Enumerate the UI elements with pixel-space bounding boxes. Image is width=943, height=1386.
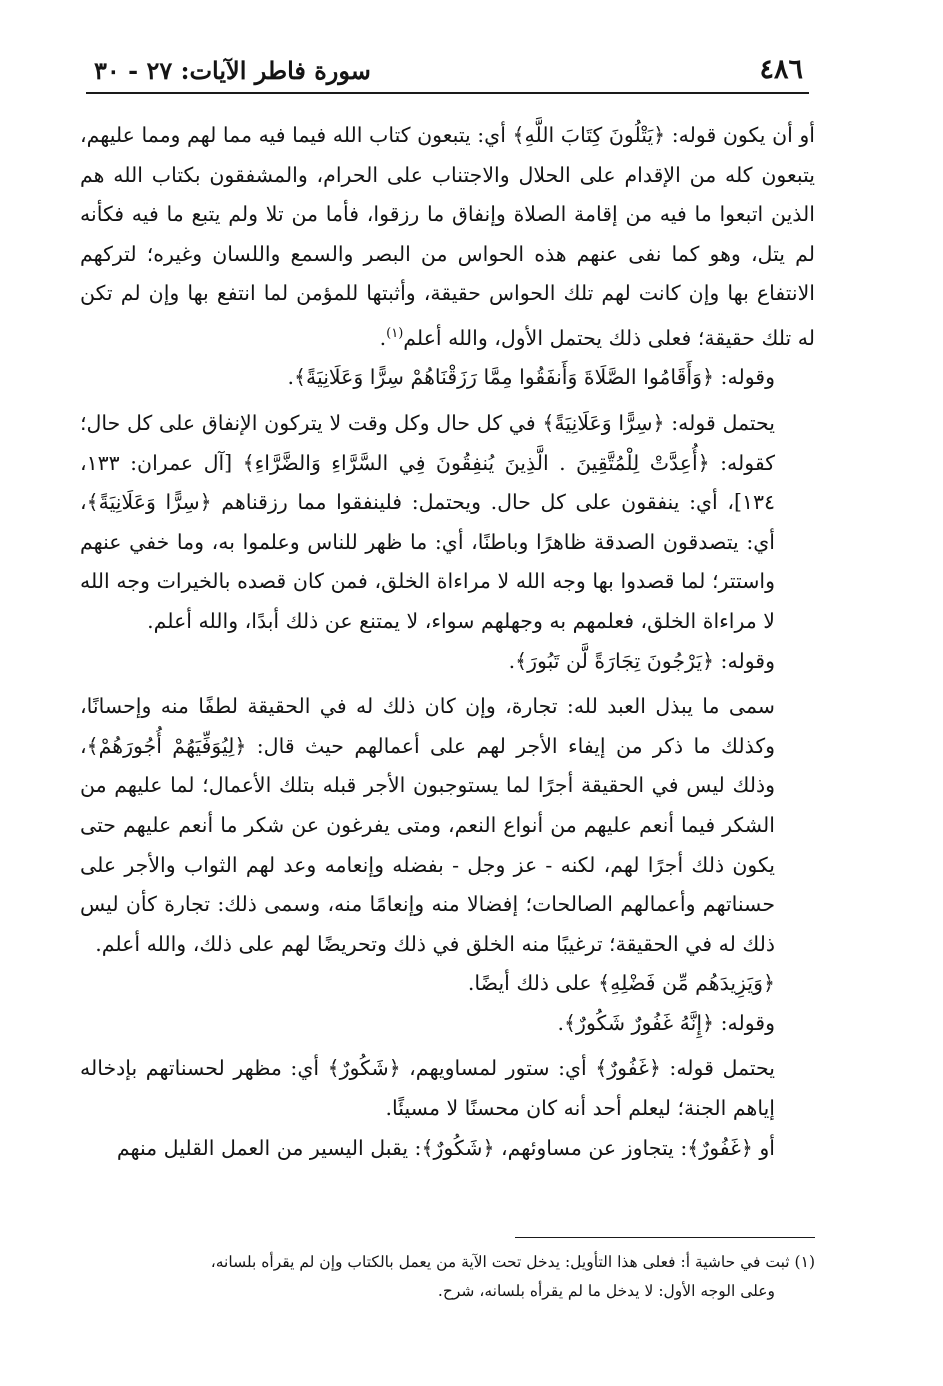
paragraph: سمى ما يبذل العبد لله: تجارة، وإن كان ذلك له في الحقيقة لطفًا منه وإحسانًا، وكذلك ما ذكر من إيفاء الأجر لهم على أعمالهم حيث قال: ﴿لِيُوَفِّيَهُمْ أُجُورَهُمْ﴾، وذلك ليس في الحقيقة أجرًا لما يستوجبون الأجر قبله بتلك الأعمال؛ لما عليهم من الشكر فيما أنعم عليهم من أنواع النعم، ومتى يفرغون عن شكر ما أنعم عليهم حتى يكون ذلك أجرًا لهم، لكنه - عز وجل - بفضله وإنعامه وعد لهم الثواب والأجر على حسناتهم وأعمالهم الصالحات؛ إفضالا منه وإنعامًا منه، وسمى ذلك: تجارة كأن ليس ذلك له في الحقيقة؛ ترغيبًا منه الخلق في ذلك وتحريضًا لهم على ذلك، والله أعلم.: [80, 694, 775, 956]
running-title: سورة فاطر الآيات: ٢٧ - ٣٠: [94, 56, 371, 85]
paragraph: وقوله: ﴿إِنَّهُ غَفُورٌ شَكُورٌ﴾.: [557, 1010, 775, 1035]
paragraph: أو ﴿غَفُورٌ﴾: يتجاوز عن مساوئهم، ﴿شَكُورٌ﴾: يقبل اليسير من العمل القليل منهم: [116, 1135, 775, 1160]
page-header: [86, 52, 809, 94]
paragraph-text: أو أن يكون قوله: ﴿يَتْلُونَ كِتَابَ اللَّهِ﴾ أي: يتبعون كتاب الله فيما فيه مما لهم ومما عليهم، يتبعون كله من الإقدام على الحلال والاجتناب على الحرام، والمشفقون بكتاب الله هم الذين اتبعوا ما فيه من إقامة الصلاة وإنفاق ما رزقوا، فأما من تلا ولم يتبع ما فيه فكأنه لم يتل، وهو كما نفى عنهم هذه الحواس من البصر والسمع واللسان وغيره؛ لتركهم الانتفاع بها وإن كانت لهم تلك الحواس حقيقة، وأثبتها للمؤمن لما انتفع بها وإن لم تكن له تلك حقيقة؛ فعلى ذلك يحتمل الأول، والله أعلم: [80, 123, 815, 350]
footnote-divider: [515, 1237, 815, 1238]
footnote-marker: (١): [386, 325, 404, 341]
footnote-text: ثبت في حاشية أ: فعلى هذا التأويل: يدخل تحت الآية من يعمل بالكتاب وإن لم يقرأه بلسانه،: [210, 1253, 790, 1271]
paragraph: وقوله: ﴿يَرْجُونَ تِجَارَةً لَّن تَبُورَ﴾.: [508, 648, 775, 673]
paragraph: [80, 116, 815, 358]
sentence-end: .: [379, 325, 387, 350]
footnote-number: (١): [794, 1253, 815, 1271]
footnote-continuation: وعلى الوجه الأول: لا يدخل ما لم يقرأه بلسانه، شرح.: [437, 1282, 775, 1300]
page-number: ٤٨٦: [759, 54, 803, 85]
footnotes: [80, 1248, 815, 1306]
main-text: [80, 116, 815, 1168]
paragraph: وقوله: ﴿وَأَقَامُوا الصَّلَاةَ وَأَنفَقُوا مِمَّا رَزَقْنَاهُمْ سِرًّا وَعَلَانِيَةً﴾.: [287, 365, 775, 390]
footnote-item: [80, 1248, 815, 1277]
paragraph: يحتمل قوله: ﴿سِرًّا وَعَلَانِيَةً﴾ في كل حال وكل وقت لا يتركون الإنفاق على كل حال؛ كقوله: ﴿أُعِدَّتْ لِلْمُتَّقِينَ . الَّذِينَ يُنفِقُونَ فِي السَّرَّاءِ وَالضَّرَّاءِ﴾ [آل عمران: ١٣٣، ١٣٤]، أي: ينفقون على كل حال. ويحتمل: فلينفقوا مما رزقناهم ﴿سِرًّا وَعَلَانِيَةً﴾، أي: يتصدقون الصدقة ظاهرًا وباطنًا، أي: ما ظهر للناس وعلموا به، وما خفي عنهم واستتر؛ لما قصدوا بها وجه الله لا مراءاة الخلق، فمن كان قصده بالخيرات وجه الله لا مراءاة الخلق، فعلمهم به وجهلهم سواء، لا يمتنع عن ذلك أبدًا، والله أعلم.: [80, 410, 775, 633]
paragraph: يحتمل قوله: ﴿غَفُورٌ﴾ أي: ستور لمساويهم، ﴿شَكُورٌ﴾ أي: مظهر لحسناتهم بإدخاله إياهم الجنة؛ ليعلم أحد أنه كان محسنًا لا مسيئًا.: [80, 1056, 775, 1121]
paragraph: ﴿وَيَزِيدَهُم مِّن فَضْلِهِ﴾ على ذلك أيضًا.: [467, 971, 775, 996]
